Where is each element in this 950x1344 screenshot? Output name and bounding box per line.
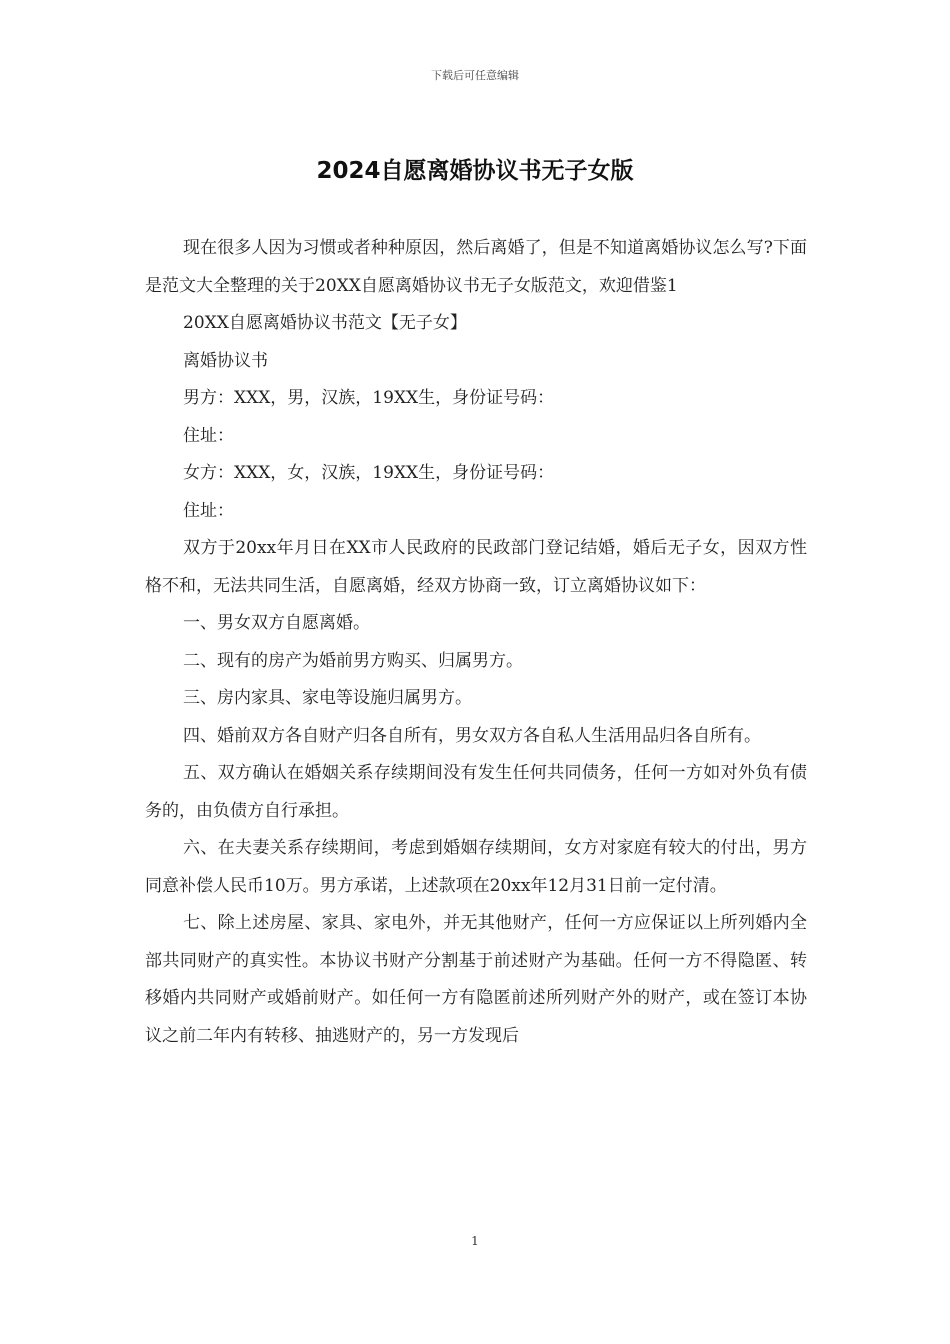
document-body bbox=[145, 230, 807, 1055]
page-number: 1 bbox=[471, 1234, 479, 1248]
paragraph-female-party: 女方：XXX，女，汉族，19XX生，身份证号码： bbox=[183, 463, 555, 483]
paragraph-clause-1: 一、男女双方自愿离婚。 bbox=[183, 613, 370, 633]
paragraph-clause-7: 七、除上述房屋、家具、家电外，并无其他财产，任何一方应保证以上所列婚内全部共同财产的真实性。本协议书财产分割基于前述财产为基础。任何一方不得隐匿、转移婚内共同财产或婚前财产。如任何一方有隐匿前述所列财产外的财产，或在签订本协议之前二年内有转移、抽逃财产的，另一方发现后 bbox=[145, 913, 807, 1046]
paragraph-clause-2: 二、现有的房产为婚前男方购买、归属男方。 bbox=[183, 650, 523, 671]
paragraph-clause-5: 五、双方确认在婚姻关系存续期间没有发生任何共同债务，任何一方如对外负有债务的，由负债方自行承担。 bbox=[145, 763, 807, 821]
paragraph-clause-4: 四、婚前双方各自财产归各自所有，男女双方各自私人生活用品归各自所有。 bbox=[183, 725, 761, 746]
paragraph-agreement-heading: 离婚协议书 bbox=[183, 350, 268, 371]
paragraph-subtitle: 20XX自愿离婚协议书范文【无子女】 bbox=[183, 313, 467, 333]
paragraph-intro: 现在很多人因为习惯或者种种原因，然后离婚了，但是不知道离婚协议怎么写?下面是范文大全整理的关于20XX自愿离婚协议书无子女版范文，欢迎借鉴1 bbox=[145, 238, 807, 296]
paragraph-female-address: 住址： bbox=[183, 500, 234, 521]
paragraph-male-address: 住址： bbox=[183, 425, 234, 446]
paragraph-clause-6: 六、在夫妻关系存续期间，考虑到婚姻存续期间，女方对家庭有较大的付出，男方同意补偿人民币10万。男方承诺，上述款项在20xx年12月31日前一定付清。 bbox=[145, 838, 807, 896]
document-title: 2024自愿离婚协议书无子女版 bbox=[316, 158, 634, 184]
paragraph-clause-3: 三、房内家具、家电等设施归属男方。 bbox=[183, 688, 472, 708]
page-header: 下载后可任意编辑 bbox=[431, 69, 519, 82]
paragraph-male-party: 男方：XXX，男，汉族，19XX生，身份证号码： bbox=[183, 388, 555, 408]
paragraph-preamble: 双方于20xx年月日在XX市人民政府的民政部门登记结婚，婚后无子女，因双方性格不和，无法共同生活，自愿离婚，经双方协商一致，订立离婚协议如下： bbox=[145, 538, 807, 596]
